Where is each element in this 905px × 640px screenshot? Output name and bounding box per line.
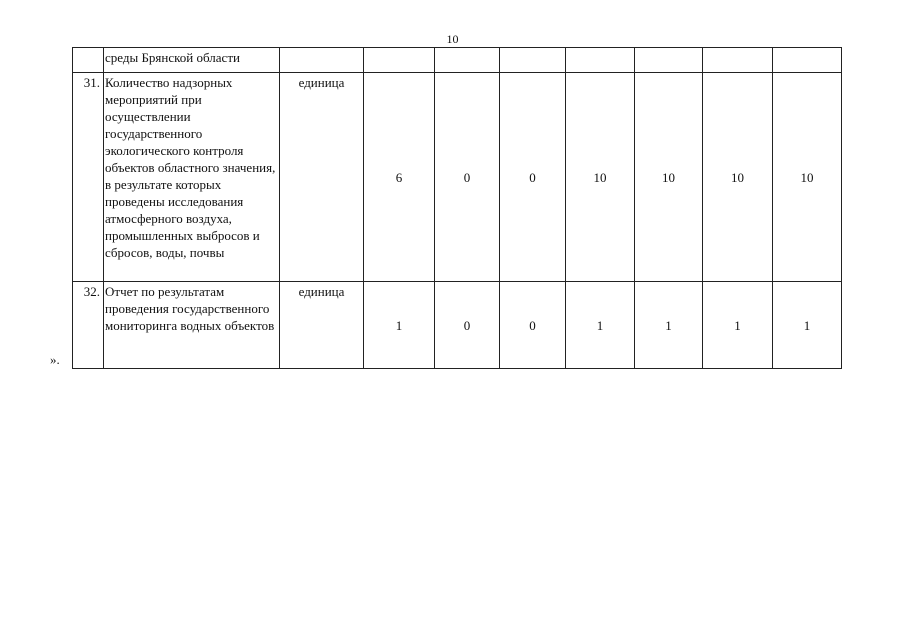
value-cell: 10	[773, 73, 842, 282]
closing-quote: ».	[50, 352, 60, 367]
value-cell	[635, 48, 703, 73]
value-cell	[364, 48, 435, 73]
value-cell: 10	[703, 73, 773, 282]
value-cell: 0	[500, 282, 566, 369]
table-row-32	[73, 282, 842, 369]
value-cell: 1	[635, 282, 703, 369]
unit-cell: единица	[280, 282, 364, 369]
value-cell: 0	[435, 282, 500, 369]
value-cell: 10	[635, 73, 703, 282]
value-cell	[566, 48, 635, 73]
value-cell: 1	[566, 282, 635, 369]
value-cell: 0	[500, 73, 566, 282]
value-cell	[435, 48, 500, 73]
value-cell: 1	[364, 282, 435, 369]
table-row-continuation	[73, 48, 842, 73]
unit-cell: единица	[280, 73, 364, 282]
value-cell	[703, 48, 773, 73]
indicators-table	[72, 47, 842, 369]
value-cell: 0	[435, 73, 500, 282]
indicator-description-cell: Количество надзорных мероприятий при осуществлении государственного экологического контроля объектов областного значения, в результате которых проведены исследования атмосферного воздуха, промышленных выбросов и сбросов, воды, почвы	[104, 73, 280, 282]
row-number-cell: 32.	[73, 282, 104, 369]
value-cell	[773, 48, 842, 73]
unit-cell	[280, 48, 364, 73]
value-cell: 6	[364, 73, 435, 282]
value-cell: 1	[703, 282, 773, 369]
value-cell	[500, 48, 566, 73]
indicator-description-cell: Отчет по результатам проведения государственного мониторинга водных объектов	[104, 282, 280, 369]
value-cell: 10	[566, 73, 635, 282]
row-number-cell: 31.	[73, 73, 104, 282]
page-number: 10	[446, 32, 459, 46]
table-row-31	[73, 73, 842, 282]
value-cell: 1	[773, 282, 842, 369]
indicator-description-cell: среды Брянской области	[104, 48, 280, 73]
row-number-cell	[73, 48, 104, 73]
